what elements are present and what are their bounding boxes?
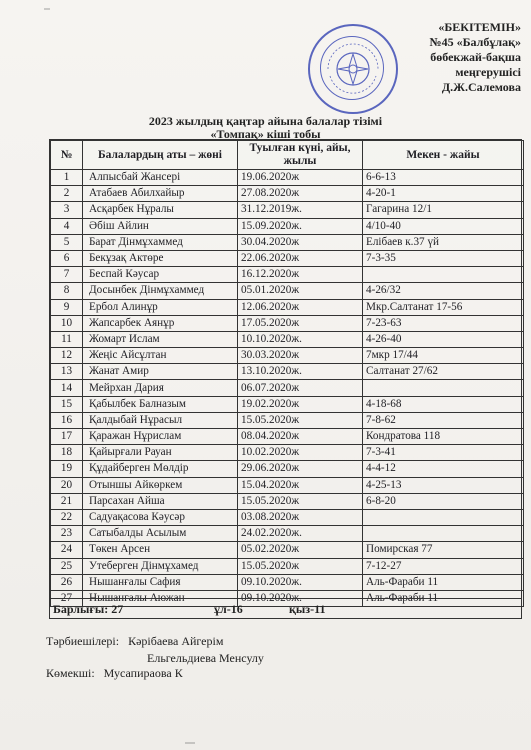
address-cell [363,267,524,283]
address-cell [363,526,524,542]
birth-date-cell: 24.02.2020ж. [238,526,363,542]
birth-date-cell: 16.12.2020ж [238,267,363,283]
child-name-cell: Алпысбай Жансері [83,170,238,186]
child-name-cell: Утеберген Дінмұхамед [83,558,238,574]
address-cell: 7-8-62 [363,412,524,428]
address-cell: 4-20-1 [363,186,524,202]
row-number-cell: 5 [51,234,83,250]
group-title: «Томпақ» кіші тобы [210,127,321,141]
child-name-cell: Төкен Арсен [83,542,238,558]
table-row [51,493,524,509]
table-row [51,267,524,283]
birth-date-cell: 10.02.2020ж [238,445,363,461]
row-number-cell: 13 [51,364,83,380]
table-row [51,445,524,461]
row-number-cell: 15 [51,396,83,412]
table-row [51,380,524,396]
column-header-address: Мекен - жайы [363,141,524,170]
address-cell: Аль-Фараби 11 [363,574,524,590]
address-cell: 4-4-12 [363,461,524,477]
birth-date-cell: 15.05.2020ж [238,558,363,574]
child-name-cell: Құдайберген Мөлдір [83,461,238,477]
row-number-cell: 7 [51,267,83,283]
child-name-cell: Парсахан Айша [83,493,238,509]
table-row [51,186,524,202]
birth-date-cell: 29.06.2020ж [238,461,363,477]
child-name-cell: Сатыбалды Асылым [83,526,238,542]
child-name-cell: Қайырғали Рауан [83,445,238,461]
child-name-cell: Беспай Кәусар [83,267,238,283]
row-number-cell: 16 [51,412,83,428]
birth-date-cell: 15.04.2020ж [238,477,363,493]
table-row [51,558,524,574]
birth-date-cell: 15.09.2020ж. [238,218,363,234]
child-name-cell: Досынбек Дінмұхаммед [83,283,238,299]
table-row [51,331,524,347]
child-name-cell: Жеңіс Айсұлтан [83,348,238,364]
birth-date-cell: 09.10.2020ж. [238,574,363,590]
table-row [51,283,524,299]
address-cell: Мкр.Салтанат 17-56 [363,299,524,315]
row-number-cell: 19 [51,461,83,477]
row-number-cell: 3 [51,202,83,218]
table-row [51,299,524,315]
table-row [51,170,524,186]
assistant-line [46,666,183,681]
child-name-cell: Асқарбек Нұралы [83,202,238,218]
birth-date-cell: 10.10.2020ж. [238,331,363,347]
address-cell [363,380,524,396]
boys-count: ұл-16 [214,602,243,616]
girls-count: қыз-11 [289,602,326,616]
address-cell: 7-12-27 [363,558,524,574]
address-cell: 6-6-13 [363,170,524,186]
birth-date-cell: 12.06.2020ж [238,299,363,315]
total-count: Барлығы: 27 [53,602,124,616]
table-row [51,396,524,412]
address-cell: 7мкр 17/44 [363,348,524,364]
table-row [51,234,524,250]
column-header-number: № [51,141,83,170]
address-cell [363,509,524,525]
birth-date-cell: 30.04.2020ж [238,234,363,250]
column-header-birth-date: Туылған күні, айы, жылы [238,141,363,170]
birth-date-cell: 19.02.2020ж [238,396,363,412]
child-name-cell: Садуақасова Кәусәр [83,509,238,525]
birth-date-cell: 17.05.2020ж [238,315,363,331]
birth-date-cell: 06.07.2020ж [238,380,363,396]
birth-date-cell: 03.08.2020ж [238,509,363,525]
address-cell: 7-3-35 [363,250,524,266]
educators-line [46,634,223,649]
child-name-cell: Бекұзақ Актөре [83,250,238,266]
birth-date-cell: 09.10.2020ж. [238,590,363,606]
table-row [51,461,524,477]
row-number-cell: 4 [51,218,83,234]
address-cell: 6-8-20 [363,493,524,509]
address-cell: Гагарина 12/1 [363,202,524,218]
address-cell: Кондратова 118 [363,429,524,445]
address-cell: 7-23-63 [363,315,524,331]
row-number-cell: 8 [51,283,83,299]
address-cell: 4-26-40 [363,331,524,347]
assistant-label: Көмекші: [46,666,95,680]
educators-label: Тәрбиешілері: [46,634,120,648]
totals-row [49,598,522,620]
row-number-cell: 18 [51,445,83,461]
approval-block [351,20,521,95]
scan-mark [185,742,195,744]
table-row [51,348,524,364]
row-number-cell: 1 [51,170,83,186]
educators-line-2 [147,651,264,666]
row-number-cell: 9 [51,299,83,315]
child-name-cell: Жанат Амир [83,364,238,380]
table-row [51,364,524,380]
address-cell: 4-26/32 [363,283,524,299]
address-cell: 7-3-41 [363,445,524,461]
assistant-name: Мусапираова К [103,666,183,680]
birth-date-cell: 31.12.2019ж. [238,202,363,218]
children-list-table-frame [49,139,522,619]
row-number-cell: 20 [51,477,83,493]
educator-name: Кәрібаева Айгерім [128,634,224,648]
birth-date-cell: 05.02.2020ж [238,542,363,558]
child-name-cell: Отыншы Айкөркем [83,477,238,493]
document-title: 2023 жылдың қаңтар айына балалар тізімі [148,114,383,128]
child-name-cell: Қалдыбай Нұрасыл [83,412,238,428]
row-number-cell: 10 [51,315,83,331]
row-number-cell: 23 [51,526,83,542]
table-row [51,429,524,445]
address-cell: Салтанат 27/62 [363,364,524,380]
child-name-cell: Әбіш Айлин [83,218,238,234]
address-cell: 4-18-68 [363,396,524,412]
table-header-row [51,141,524,170]
row-number-cell: 14 [51,380,83,396]
table-row [51,509,524,525]
table-row [51,250,524,266]
approval-line: «БЕКІТЕМІН» [438,20,521,34]
address-cell: 4-25-13 [363,477,524,493]
row-number-cell: 6 [51,250,83,266]
birth-date-cell: 13.10.2020ж. [238,364,363,380]
row-number-cell: 27 [51,590,83,606]
child-name-cell: Жомарт Ислам [83,331,238,347]
child-name-cell: Мейрхан Дария [83,380,238,396]
table-row [51,477,524,493]
row-number-cell: 25 [51,558,83,574]
children-list-table [50,140,524,607]
row-number-cell: 17 [51,429,83,445]
approval-line: Д.Ж.Салемова [441,80,521,94]
approval-line: бөбекжай-бақша [430,50,521,64]
table-row [51,202,524,218]
child-name-cell: Нышанғалы Аюжан [83,590,238,606]
child-name-cell: Қабылбек Балназым [83,396,238,412]
educator-name: Ельгельдиева Менсулу [147,651,264,665]
birth-date-cell: 05.01.2020ж [238,283,363,299]
child-name-cell: Жапсарбек Аянұр [83,315,238,331]
row-number-cell: 12 [51,348,83,364]
birth-date-cell: 19.06.2020ж [238,170,363,186]
row-number-cell: 24 [51,542,83,558]
table-row [51,218,524,234]
scan-mark [44,8,50,10]
address-cell: Помирская 77 [363,542,524,558]
column-header-name: Балалардың аты – жөні [83,141,238,170]
table-row [51,526,524,542]
address-cell: Аль-Фараби 11 [363,590,524,606]
child-name-cell: Атабаев Абилхайыр [83,186,238,202]
row-number-cell: 22 [51,509,83,525]
birth-date-cell: 15.05.2020ж [238,412,363,428]
birth-date-cell: 30.03.2020ж [238,348,363,364]
birth-date-cell: 22.06.2020ж [238,250,363,266]
child-name-cell: Нышанғалы Сафия [83,574,238,590]
row-number-cell: 21 [51,493,83,509]
row-number-cell: 26 [51,574,83,590]
row-number-cell: 11 [51,331,83,347]
approval-line: меңгерушісі [455,65,521,79]
table-row [51,574,524,590]
birth-date-cell: 08.04.2020ж [238,429,363,445]
address-cell: Елібаев к.37 үй [363,234,524,250]
row-number-cell: 2 [51,186,83,202]
approval-line: №45 «Балбұлақ» [429,35,521,49]
table-row [51,412,524,428]
child-name-cell: Барат Дінмұхаммед [83,234,238,250]
child-name-cell: Ербол Алинұр [83,299,238,315]
birth-date-cell: 27.08.2020ж [238,186,363,202]
address-cell: 4/10-40 [363,218,524,234]
table-row [51,315,524,331]
child-name-cell: Қаражан Нұрислам [83,429,238,445]
table-row [51,542,524,558]
birth-date-cell: 15.05.2020ж [238,493,363,509]
